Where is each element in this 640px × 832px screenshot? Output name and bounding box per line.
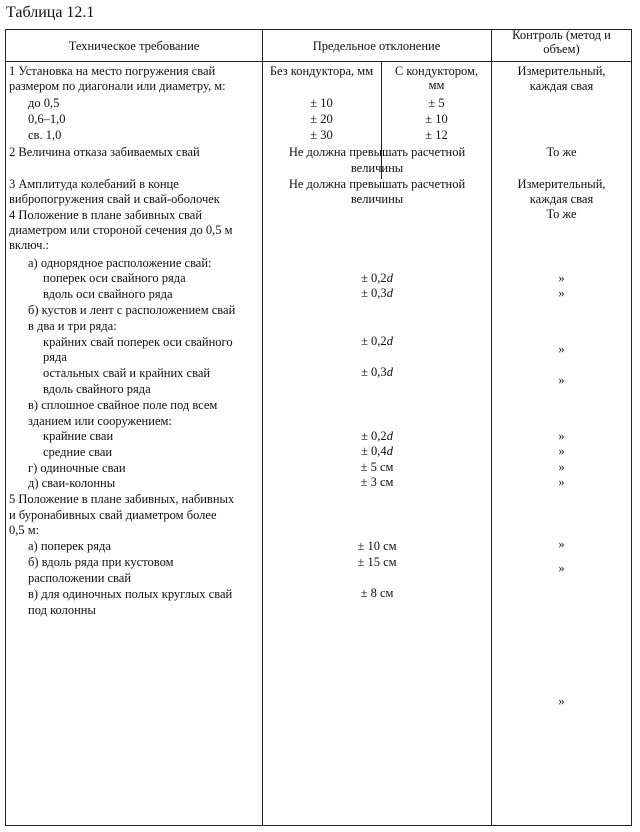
dev-1c-no-conductor: ± 30	[310, 128, 333, 142]
dev-2-line2: величины	[350, 161, 404, 175]
req-1-line2: размером по диагонали или диаметру, м:	[9, 79, 226, 93]
req-4-line3: включ.:	[9, 238, 49, 252]
req-4v1: крайние сваи	[43, 429, 114, 443]
req-3-line2: вибропогружения свай и свай-оболочек	[9, 192, 220, 206]
ctrl-4b2: »	[558, 373, 565, 387]
subheader-with-conductor-line1: С кондуктором,	[394, 64, 479, 78]
header-requirement: Техническое требование	[68, 39, 200, 53]
dev-5b: ± 15 см	[357, 555, 397, 569]
dev-1b-no-conductor: ± 20	[310, 112, 333, 126]
dev-5v: ± 8 см	[360, 586, 394, 600]
dev-4v2-value: ± 0,4	[361, 444, 387, 458]
dev-4g: ± 5 см	[360, 460, 394, 474]
dev-4b2	[263, 365, 491, 381]
dev-4d: ± 3 см	[360, 475, 394, 489]
req-4b-line2: в два и три ряда:	[28, 319, 117, 333]
req-5-line1: 5 Положение в плане забивных, набивных	[9, 492, 235, 506]
dev-1a-no-conductor: ± 10	[310, 96, 333, 110]
ctrl-1-line1: Измерительный,	[517, 64, 606, 78]
dev-4b2-value: ± 0,3	[361, 365, 387, 379]
req-2: 2 Величина отказа забиваемых свай	[9, 145, 200, 159]
req-1c: св. 1,0	[28, 128, 62, 142]
ctrl-4a2: »	[558, 286, 565, 300]
req-4-line1: 4 Положение в плане забивных свай	[9, 208, 203, 222]
diameter-symbol: d	[386, 365, 393, 379]
dev-5a: ± 10 см	[357, 539, 397, 553]
dev-3-line1: Не должна превышать расчетной	[288, 177, 466, 191]
diameter-symbol: d	[386, 429, 393, 443]
ctrl-4g: »	[558, 460, 565, 474]
req-5b-line2: расположении свай	[28, 571, 132, 585]
header-divider	[6, 61, 631, 62]
dev-4v2	[263, 444, 491, 460]
req-1a: до 0,5	[28, 96, 60, 110]
req-4v-line2: зданием или сооружением:	[28, 414, 172, 428]
req-5b-line1: б) вдоль ряда при кустовом	[28, 555, 174, 569]
req-5v-line2: под колонны	[28, 603, 96, 617]
req-4b1-line2: ряда	[43, 350, 67, 364]
req-5v-line1: в) для одиночных полых круглых свай	[28, 587, 233, 601]
req-4-line2: диаметром или стороной сечения до 0,5 м	[9, 223, 233, 237]
ctrl-4v1: »	[558, 429, 565, 443]
dev-1a-with-conductor: ± 5	[428, 96, 445, 110]
req-4v-line1: в) сплошное свайное поле под всем	[28, 398, 218, 412]
req-4b2-line2: вдоль свайного ряда	[43, 382, 151, 396]
requirements-table	[5, 29, 632, 826]
dev-4a1-value: ± 0,2	[361, 271, 387, 285]
req-4d: д) сваи-колонны	[28, 476, 116, 490]
diameter-symbol: d	[386, 286, 393, 300]
dev-4a2-value: ± 0,3	[361, 286, 387, 300]
dev-1c-with-conductor: ± 12	[425, 128, 448, 142]
ctrl-4v2: »	[558, 444, 565, 458]
req-4a1: поперек оси свайного ряда	[43, 271, 186, 285]
subheader-with-conductor-line2: мм	[428, 78, 445, 92]
req-4b-line1: б) кустов и лент с расположением свай	[28, 303, 236, 317]
dev-3-line2: величины	[350, 192, 404, 206]
req-4a2: вдоль оси свайного ряда	[43, 287, 173, 301]
diameter-symbol: d	[386, 334, 393, 348]
ctrl-4b1: »	[558, 342, 565, 356]
req-4b2-line1: остальных свай и крайних свай	[43, 366, 211, 380]
ctrl-4a1: »	[558, 271, 565, 285]
req-5a: а) поперек ряда	[28, 539, 111, 553]
req-4a: а) однорядное расположение свай:	[28, 256, 212, 270]
req-4b1-line1: крайних свай поперек оси свайного	[43, 335, 233, 349]
req-1-line1: 1 Установка на место погружения свай	[9, 64, 216, 78]
ctrl-5v: »	[558, 694, 565, 708]
subheader-no-conductor: Без кондуктора, мм	[269, 64, 374, 78]
ctrl-4d: »	[558, 475, 565, 489]
ctrl-2: То же	[546, 145, 577, 159]
req-5-line2: и буронабивных свай диаметром более	[9, 508, 217, 522]
req-4v2: средние сваи	[43, 445, 113, 459]
header-deviation: Предельное отклонение	[312, 39, 441, 53]
dev-4a1	[263, 271, 491, 287]
ctrl-1-line2: каждая свая	[529, 79, 594, 93]
dev-4b1	[263, 334, 491, 350]
ctrl-3-line2: каждая свая	[529, 192, 594, 206]
req-3-line1: 3 Амплитуда колебаний в конце	[9, 177, 179, 191]
dev-4b1-value: ± 0,2	[361, 334, 387, 348]
header-control-line2: объем)	[543, 42, 580, 56]
diameter-symbol: d	[386, 271, 393, 285]
ctrl-3-line1: Измерительный,	[517, 177, 606, 191]
table-title: Таблица 12.1	[6, 4, 95, 21]
dev-4v1	[263, 429, 491, 445]
header-control-line1: Контроль (метод и	[512, 28, 611, 42]
dev-2-line1: Не должна превышать расчетной	[288, 145, 466, 159]
ctrl-5a: »	[558, 537, 565, 551]
diameter-symbol: d	[386, 444, 393, 458]
dev-1b-with-conductor: ± 10	[425, 112, 448, 126]
ctrl-4: То же	[546, 207, 577, 221]
req-5-line3: 0,5 м:	[9, 523, 40, 537]
dev-4v1-value: ± 0,2	[361, 429, 387, 443]
dev-4a2	[263, 286, 491, 302]
ctrl-5b: »	[558, 561, 565, 575]
req-1b: 0,6–1,0	[28, 112, 66, 126]
req-4g: г) одиночные сваи	[28, 461, 126, 475]
